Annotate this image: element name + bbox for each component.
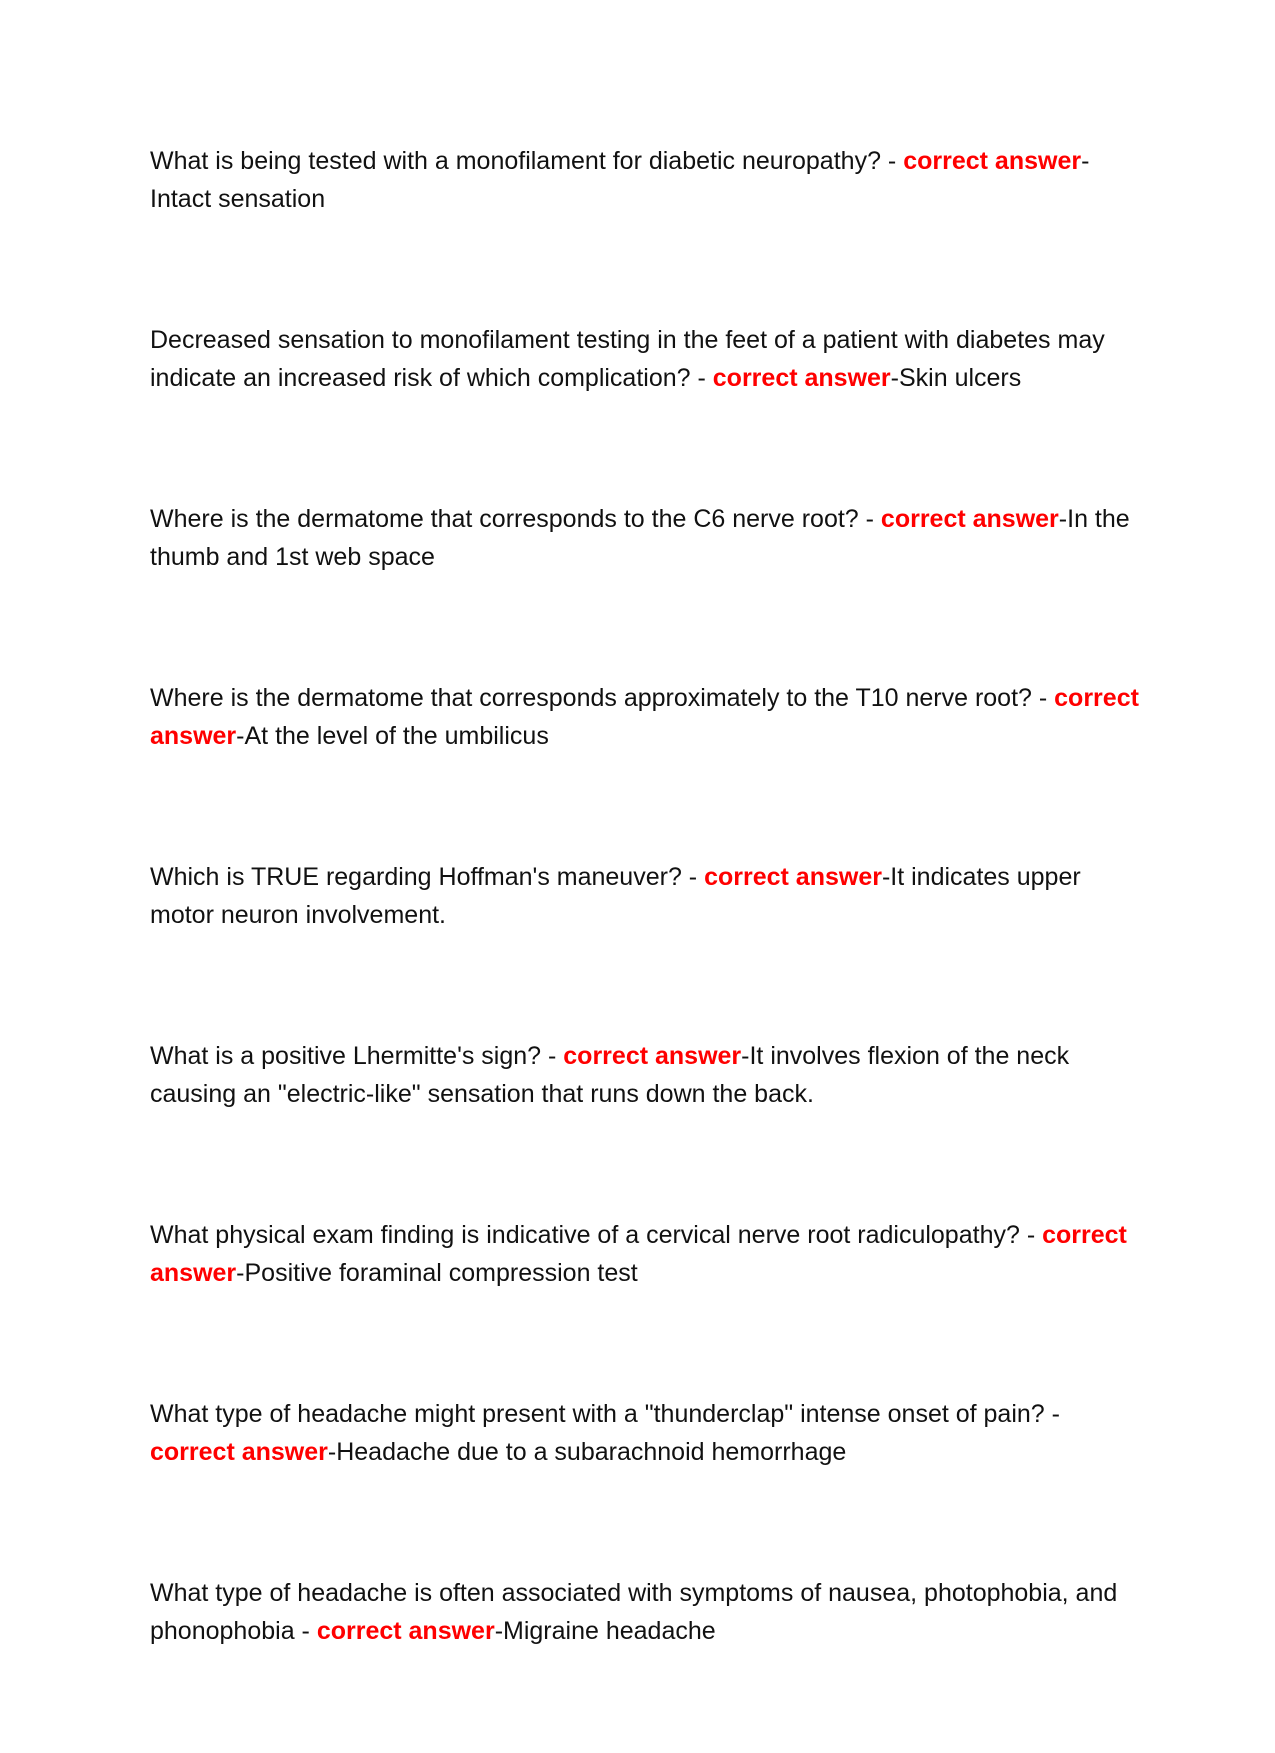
- correct-answer-label: correct answer: [880, 505, 1059, 533]
- answer-text: In the thumb and 1st web space: [150, 505, 1130, 571]
- answer-dash: -: [741, 1042, 750, 1070]
- separator: -: [541, 1042, 564, 1070]
- qa-item: [150, 142, 1140, 218]
- answer-dash: -: [890, 364, 899, 392]
- question-text: What is being tested with a monofilament for diabetic neuropathy?: [150, 147, 881, 175]
- answer-dash: -: [1058, 505, 1068, 533]
- question-text: Decreased sensation to monofilament testing in the feet of a patient with diabetes may indicate an increased risk of which complication?: [150, 326, 1105, 392]
- answer-text: It indicates upper motor neuron involvement.: [150, 863, 1081, 929]
- answer-text: Skin ulcers: [898, 364, 1022, 392]
- answer-dash: -: [236, 1259, 245, 1287]
- correct-answer-label: correct answer: [316, 1617, 495, 1645]
- answer-text: At the level of the umbilicus: [244, 722, 549, 750]
- correct-answer-label: correct answer: [903, 147, 1082, 175]
- answer-dash: -: [327, 1438, 337, 1466]
- correct-answer-label: correct answer: [712, 364, 891, 392]
- answer-text: It involves flexion of the neck causing an "electric-like" sensation that runs down the back.: [150, 1042, 1070, 1108]
- separator: -: [1019, 1221, 1043, 1249]
- qa-item: [150, 500, 1140, 576]
- answer-text: Positive foraminal compression test: [244, 1259, 638, 1287]
- separator: -: [294, 1617, 317, 1645]
- separator: -: [858, 505, 881, 533]
- qa-item: [150, 1216, 1140, 1292]
- separator: -: [1031, 684, 1055, 712]
- separator: -: [1044, 1400, 1060, 1428]
- question-text: Which is TRUE regarding Hoffman's maneuver?: [150, 863, 682, 891]
- qa-item: [150, 858, 1140, 934]
- separator: -: [880, 147, 904, 175]
- answer-text: Migraine headache: [503, 1617, 716, 1645]
- qa-item: [150, 1395, 1140, 1471]
- correct-answer-label: correct answer: [150, 684, 1139, 750]
- answer-dash: -: [881, 863, 891, 891]
- separator: -: [690, 364, 713, 392]
- question-text: Where is the dermatome that corresponds approximately to the T10 nerve root?: [150, 684, 1032, 712]
- question-text: What is a positive Lhermitte's sign?: [150, 1042, 542, 1070]
- qa-item: [150, 679, 1140, 755]
- answer-text: Intact sensation: [150, 185, 326, 213]
- correct-answer-label: correct answer: [150, 1438, 328, 1466]
- qa-item: [150, 1574, 1140, 1650]
- correct-answer-label: correct answer: [704, 863, 882, 891]
- question-text: Where is the dermatome that corresponds to the C6 nerve root?: [150, 505, 859, 533]
- answer-dash: -: [494, 1617, 504, 1645]
- answer-dash: -: [236, 722, 245, 750]
- document-page: [150, 142, 1140, 1753]
- correct-answer-label: correct answer: [150, 1221, 1127, 1287]
- question-text: What type of headache is often associated with symptoms of nausea, photophobia, and phonophobia: [150, 1579, 1118, 1645]
- answer-dash: -: [1081, 147, 1090, 175]
- answer-text: Headache due to a subarachnoid hemorrhage: [336, 1438, 847, 1466]
- qa-item: [150, 321, 1140, 397]
- correct-answer-label: correct answer: [563, 1042, 742, 1070]
- question-text: What type of headache might present with a "thunderclap" intense onset of pain?: [150, 1400, 1045, 1428]
- qa-item: [150, 1037, 1140, 1113]
- separator: -: [681, 863, 705, 891]
- question-text: What physical exam finding is indicative of a cervical nerve root radiculopathy?: [150, 1221, 1020, 1249]
